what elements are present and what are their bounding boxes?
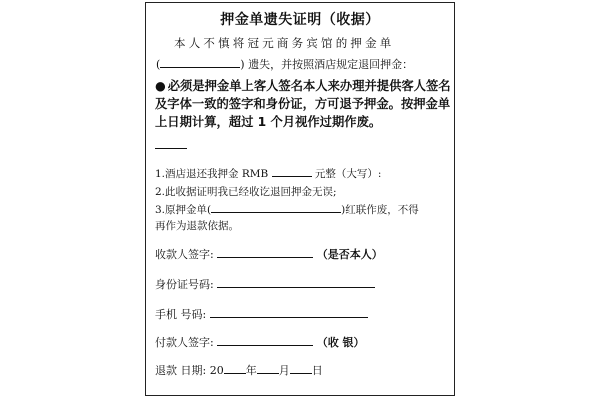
item-3-suffix: )红联作废，不得 — [341, 204, 419, 216]
original-deposit-number-blank — [211, 202, 341, 213]
payer-label: 付款人签字: — [155, 336, 214, 349]
year-label: 年 — [245, 364, 257, 377]
day-label: 日 — [311, 364, 323, 377]
notice-text: 必须是押金单上客人签名本人来办理并提供客人签名及字体一致的签字和身份证，方可退予押金。按押金单上日期计算，超过 1 个月视作过期作废。 — [155, 79, 451, 129]
deposit-loss-certificate-form — [145, 2, 455, 396]
document-title: 押金单遗失证明（收据） — [220, 12, 380, 28]
date-prefix: 20 — [209, 364, 224, 377]
payer-note: （收 银） — [316, 336, 365, 349]
phone-number-label: 手机 号码: — [155, 308, 207, 321]
item-1-prefix: 1.酒店退还我押金 RMB — [155, 168, 269, 180]
item-3-line-2: 再作为退款依据。 — [155, 220, 239, 232]
intro-paren-open: ( — [156, 58, 161, 71]
deposit-number-blank — [160, 57, 240, 68]
day-blank — [290, 361, 312, 374]
amount-blank — [272, 166, 312, 177]
payee-signature-row — [155, 245, 383, 262]
item-1-suffix: 元整（大写）: — [314, 168, 382, 180]
year-blank — [224, 361, 246, 374]
notice-paragraph — [155, 77, 451, 131]
notice-underline — [155, 148, 187, 149]
bullet-icon: ● — [155, 79, 166, 93]
payer-signature-line — [217, 333, 313, 346]
item-3 — [155, 202, 419, 217]
payee-signature-line — [217, 245, 313, 258]
item-2: 2.此收据证明我已经收讫退回押金无误; — [155, 186, 337, 198]
intro-line-2-text: 遗失，并按照酒店规定退回押金： — [248, 58, 414, 71]
phone-number-row — [155, 305, 368, 322]
month-blank — [257, 361, 279, 374]
payer-signature-row — [155, 333, 365, 350]
intro-line-2 — [156, 56, 413, 72]
item-1 — [155, 166, 381, 181]
id-number-line — [217, 275, 375, 288]
intro-paren-close: ) — [240, 58, 245, 71]
phone-number-line — [210, 305, 368, 318]
payee-label: 收款人签字: — [155, 248, 214, 261]
payee-note: （是否本人） — [316, 248, 383, 261]
item-3-prefix: 3.原押金单( — [155, 204, 212, 216]
intro-line-1: 本人不慎将冠元商务宾馆的押金单 — [174, 36, 395, 50]
month-label: 月 — [278, 364, 290, 377]
refund-date-row — [155, 361, 323, 378]
refund-date-label: 退款 日期: — [155, 364, 207, 377]
id-number-label: 身份证号码: — [155, 278, 214, 291]
id-number-row — [155, 275, 375, 292]
